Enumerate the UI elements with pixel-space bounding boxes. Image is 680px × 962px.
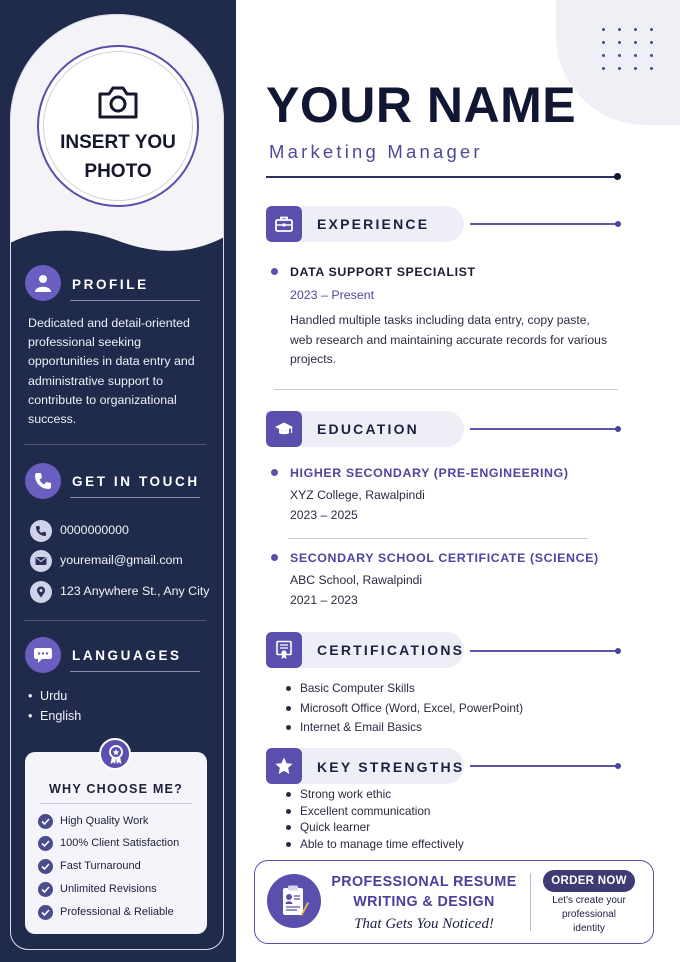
why-item-label: Professional & Reliable xyxy=(60,906,174,918)
strength-item: Quick learner xyxy=(300,820,371,834)
phone-icon xyxy=(25,463,61,499)
language-item: • English xyxy=(40,709,81,723)
education-degree: HIGHER SECONDARY (PRE-ENGINEERING) xyxy=(290,466,569,480)
experience-line xyxy=(470,223,618,225)
strength-item: Strong work ethic xyxy=(300,787,392,801)
section-separator xyxy=(274,389,618,390)
order-subtext: Let's create your professional identity xyxy=(552,895,626,934)
profile-heading: PROFILE xyxy=(72,277,149,292)
experience-heading: EXPERIENCE xyxy=(317,216,430,232)
phone-small-icon xyxy=(30,520,52,542)
education-heading: EDUCATION xyxy=(317,421,419,437)
education-dates: 2021 – 2023 xyxy=(290,593,358,607)
location-pin-icon xyxy=(30,581,52,603)
street-address: 123 Anywhere St., Any City xyxy=(60,584,210,598)
languages-heading: LANGUAGES xyxy=(72,648,182,663)
education-separator xyxy=(288,538,588,539)
strengths-line xyxy=(470,765,618,767)
why-item-label: Fast Turnaround xyxy=(60,860,141,872)
promo-tagline: That Gets You Noticed! xyxy=(354,916,494,932)
profile-underline xyxy=(70,300,200,301)
experience-dates: 2023 – Present xyxy=(290,288,375,302)
promo-divider xyxy=(530,873,531,931)
check-circle-icon xyxy=(38,905,53,920)
list-bullet xyxy=(286,842,291,847)
graduation-cap-icon xyxy=(266,411,302,447)
check-circle-icon xyxy=(38,836,53,851)
certification-item: Basic Computer Skills xyxy=(300,681,415,695)
certifications-line xyxy=(470,650,618,652)
camera-icon xyxy=(96,84,140,120)
list-bullet xyxy=(286,686,291,691)
photo-placeholder-label: INSERT YOU PHOTO xyxy=(60,132,176,182)
certification-item: Internet & Email Basics xyxy=(300,720,422,734)
certifications-line-dot xyxy=(615,648,621,654)
order-now-button[interactable]: ORDER NOW xyxy=(543,870,635,892)
education-school: XYZ College, Rawalpindi xyxy=(290,488,425,502)
education-line-dot xyxy=(615,426,621,432)
contact-underline xyxy=(70,497,200,498)
strength-item: Able to manage time effectively xyxy=(300,837,464,851)
strengths-line-dot xyxy=(615,763,621,769)
strengths-heading: KEY STRENGTHS xyxy=(317,759,465,775)
user-icon xyxy=(25,265,61,301)
job-title: Marketing Manager xyxy=(269,141,483,162)
experience-bullet xyxy=(271,268,278,275)
list-bullet xyxy=(286,706,291,711)
education-dates: 2023 – 2025 xyxy=(290,508,358,522)
experience-description: Handled multiple tasks including data entry, copy paste, web research and maintaining accurate records for various projects. xyxy=(290,313,608,366)
why-item-label: High Quality Work xyxy=(60,815,149,827)
award-ribbon-icon xyxy=(99,738,131,770)
education-bullet xyxy=(271,554,278,561)
list-bullet xyxy=(286,725,291,730)
profile-text: Dedicated and detail-oriented professional seeking opportunities in data entry and administrative support to contribute to organizational success. xyxy=(28,316,195,427)
name-rule-dot xyxy=(614,173,621,180)
experience-role: DATA SUPPORT SPECIALIST xyxy=(290,265,476,279)
education-school: ABC School, Rawalpindi xyxy=(290,573,423,587)
contact-heading: GET IN TOUCH xyxy=(72,474,200,489)
dot-grid-decoration xyxy=(602,28,658,70)
education-line xyxy=(470,428,618,430)
language-item: • Urdu xyxy=(40,689,67,703)
strength-item: Excellent communication xyxy=(300,804,431,818)
check-circle-icon xyxy=(38,814,53,829)
list-bullet xyxy=(286,825,291,830)
certifications-heading: CERTIFICATIONS xyxy=(317,642,465,658)
mail-icon xyxy=(30,550,52,572)
phone-number: 0000000000 xyxy=(60,523,129,537)
chat-bubble-icon xyxy=(25,637,61,673)
star-icon xyxy=(266,748,302,784)
list-bullet xyxy=(286,792,291,797)
sidebar-divider xyxy=(24,620,206,621)
candidate-name: YOUR NAME xyxy=(266,77,577,133)
name-rule xyxy=(266,176,618,178)
languages-underline xyxy=(70,671,200,672)
experience-line-dot xyxy=(615,221,621,227)
why-item-label: Unlimited Revisions xyxy=(60,883,157,895)
why-item-label: 100% Client Satisfaction xyxy=(60,837,180,849)
education-degree: SECONDARY SCHOOL CERTIFICATE (SCIENCE) xyxy=(290,551,599,565)
certification-item: Microsoft Office (Word, Excel, PowerPoint) xyxy=(300,701,524,715)
promo-line-1: PROFESSIONAL RESUME xyxy=(331,874,517,890)
check-circle-icon xyxy=(38,859,53,874)
certificate-icon xyxy=(266,632,302,668)
list-bullet xyxy=(286,809,291,814)
check-circle-icon xyxy=(38,882,53,897)
email-address: youremail@gmail.com xyxy=(60,553,183,567)
why-rule xyxy=(40,803,192,804)
briefcase-icon xyxy=(266,206,302,242)
education-bullet xyxy=(271,469,278,476)
why-choose-me-title: WHY CHOOSE ME? xyxy=(48,782,184,796)
clipboard-resume-icon xyxy=(267,874,321,928)
promo-line-2: WRITING & DESIGN xyxy=(353,894,495,910)
sidebar-divider xyxy=(24,444,206,445)
